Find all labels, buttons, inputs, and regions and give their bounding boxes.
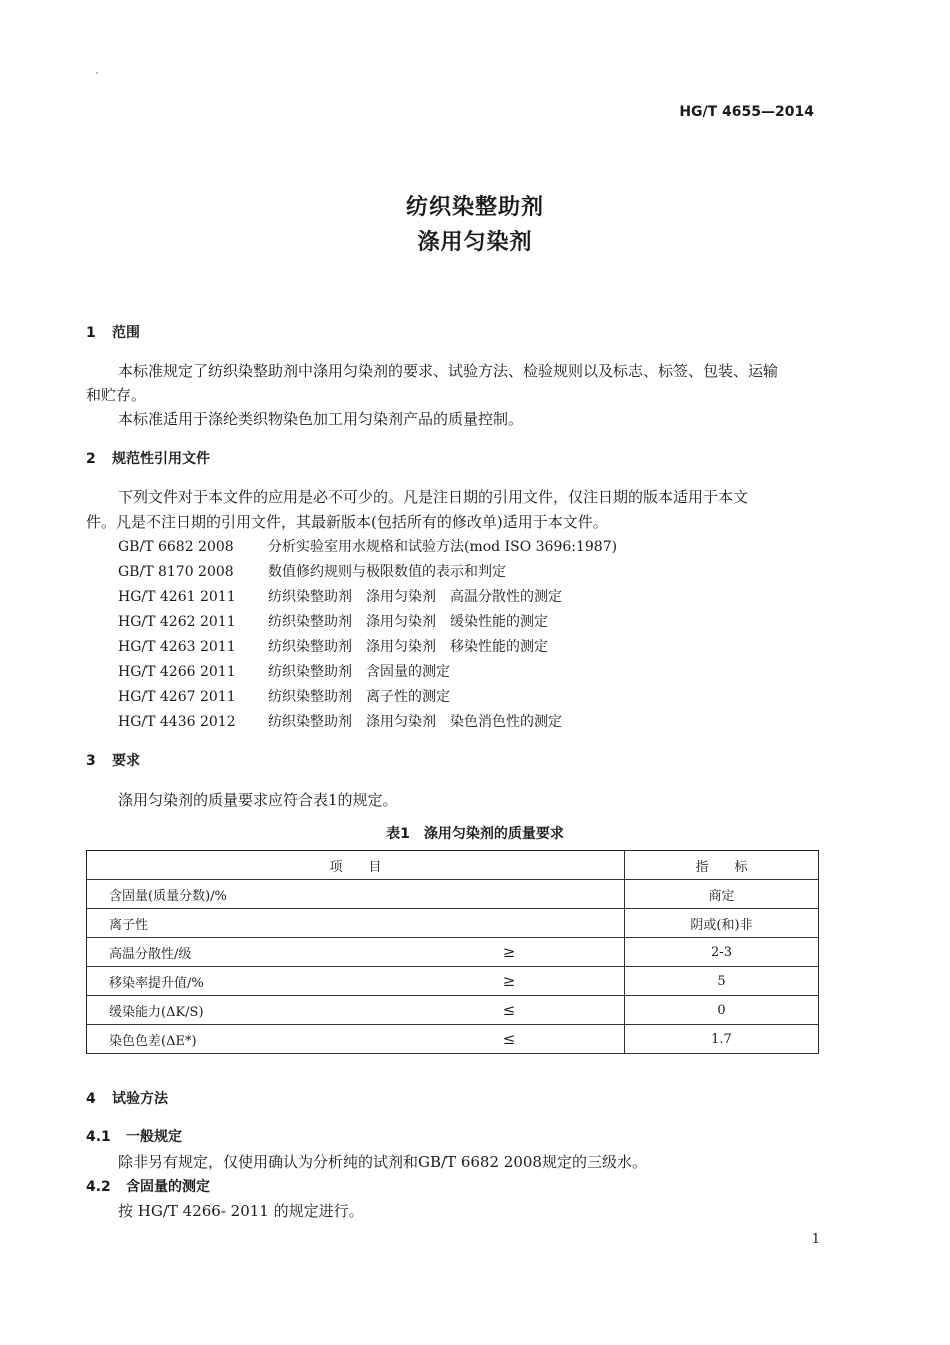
reference-item: [118, 686, 464, 706]
table-row: [87, 1025, 819, 1054]
section-2-paragraph-line-2: 件。凡是不注日期的引用文件，其最新版本(包括所有的修改单)适用于本文件。: [86, 513, 608, 531]
reference-item: [118, 536, 631, 556]
title-line-2: 涤用匀染剂: [417, 230, 533, 255]
section-4-1-heading: [86, 1126, 182, 1146]
reference-title-part: 纺织染整助剂: [268, 689, 352, 705]
reference-code: GB/T 6682 2008: [118, 539, 234, 555]
reference-title-part: 高温分散性的测定: [450, 589, 562, 605]
reference-title-part: 缓染性能的测定: [450, 614, 548, 630]
section-2-heading: [86, 448, 210, 468]
reference-code: HG/T 4436 2012: [118, 714, 236, 730]
title-line-1: 纺织染整助剂: [405, 195, 544, 220]
table-caption: 表1 涤用匀染剂的质量要求: [386, 826, 564, 842]
reference-code: HG/T 4266 2011: [118, 664, 236, 680]
reference-item: [118, 711, 576, 731]
table-row: [87, 909, 819, 938]
row-comparison-symbol: ≤: [394, 996, 625, 1025]
row-item-name: 染色色差(ΔE*): [87, 1025, 395, 1054]
section-4-2-heading: [86, 1176, 210, 1196]
reference-item: [118, 586, 576, 606]
row-comparison-symbol: ≤: [394, 1025, 625, 1054]
reference-title-part: 分析实验室用水规格和试验方法(mod ISO 3696:1987): [268, 539, 618, 555]
row-item-name: 缓染能力(ΔK/S): [87, 996, 395, 1025]
row-indicator-value: 2-3: [625, 938, 819, 967]
row-item-name: 移染率提升值/%: [87, 967, 395, 996]
reference-title-part: 涤用匀染剂: [366, 714, 436, 730]
reference-title-part: 含固量的测定: [366, 664, 450, 680]
section-number: 4.1: [86, 1129, 111, 1145]
reference-item: [118, 636, 562, 656]
reference-title-part: 离子性的测定: [366, 689, 450, 705]
section-3-paragraph: 涤用匀染剂的质量要求应符合表1的规定。: [118, 791, 398, 809]
row-item-name: 含固量(质量分数)/%: [87, 880, 395, 909]
reference-title-part: 移染性能的测定: [450, 639, 548, 655]
section-number: 3: [86, 753, 96, 769]
document-code: HG/T 4655—2014: [679, 104, 814, 120]
reference-item: [118, 611, 562, 631]
reference-title-part: 数值修约规则与极限数值的表示和判定: [268, 564, 506, 580]
section-number: 4.2: [86, 1179, 111, 1195]
section-number: 2: [86, 451, 96, 467]
table-row: [87, 967, 819, 996]
reference-code: HG/T 4262 2011: [118, 614, 236, 630]
reference-title-part: 涤用匀染剂: [366, 639, 436, 655]
reference-title-part: 涤用匀染剂: [366, 614, 436, 630]
table-row: [87, 938, 819, 967]
reference-code: HG/T 4267 2011: [118, 689, 236, 705]
section-3-heading: [86, 750, 140, 770]
row-indicator-value: 商定: [625, 880, 819, 909]
reference-item: [118, 661, 464, 681]
reference-title-part: 纺织染整助剂: [268, 639, 352, 655]
section-1-paragraph-1-line-2: 和贮存。: [86, 386, 147, 404]
section-2-paragraph-line-1: 下列文件对于本文件的应用是必不可少的。凡是注日期的引用文件，仅注日期的版本适用于本文: [118, 488, 749, 506]
reference-item: [118, 561, 520, 581]
section-4-1-paragraph: 除非另有规定，仅使用确认为分析纯的试剂和GB/T 6682 2008规定的三级水。: [118, 1153, 647, 1171]
reference-code: GB/T 8170 2008: [118, 564, 234, 580]
section-1-paragraph-2: 本标准适用于涤纶类织物染色加工用匀染剂产品的质量控制。: [118, 410, 524, 428]
reference-code: HG/T 4263 2011: [118, 639, 236, 655]
reference-title-part: 纺织染整助剂: [268, 714, 352, 730]
reference-title-part: 染色消色性的测定: [450, 714, 562, 730]
page-number: 1: [811, 1232, 820, 1247]
row-comparison-symbol: ≥: [394, 938, 625, 967]
row-item-name: 高温分散性/级: [87, 938, 395, 967]
row-indicator-value: 1.7: [625, 1025, 819, 1054]
header-item: 项 目: [87, 851, 625, 880]
section-4-2-paragraph: 按 HG/T 4266- 2011 的规定进行。: [118, 1202, 364, 1220]
header-indicator: 指 标: [625, 851, 819, 880]
section-title: 一般规定: [126, 1129, 182, 1145]
section-title: 试验方法: [112, 1091, 168, 1107]
quality-requirements-table: [86, 850, 819, 1054]
row-comparison-symbol: [394, 909, 625, 938]
section-1-heading: [86, 322, 140, 342]
section-title: 要求: [112, 753, 140, 769]
section-number: 1: [86, 325, 96, 341]
row-item-name: 离子性: [87, 909, 395, 938]
section-title: 规范性引用文件: [112, 451, 210, 467]
reference-title-part: 涤用匀染剂: [366, 589, 436, 605]
reference-title-part: 纺织染整助剂: [268, 589, 352, 605]
reference-title-part: 纺织染整助剂: [268, 614, 352, 630]
table-header-row: [87, 851, 819, 880]
section-title: 范围: [112, 325, 140, 341]
reference-title-part: 纺织染整助剂: [268, 664, 352, 680]
section-title: 含固量的测定: [126, 1179, 210, 1195]
reference-code: HG/T 4261 2011: [118, 589, 236, 605]
row-indicator-value: 5: [625, 967, 819, 996]
row-comparison-symbol: [394, 880, 625, 909]
table-row: [87, 996, 819, 1025]
scan-speck: [96, 72, 98, 74]
row-indicator-value: 0: [625, 996, 819, 1025]
row-comparison-symbol: ≥: [394, 967, 625, 996]
section-1-paragraph-1-line-1: 本标准规定了纺织染整助剂中涤用匀染剂的要求、试验方法、检验规则以及标志、标签、包装、运输: [118, 362, 779, 380]
section-4-heading: [86, 1088, 168, 1108]
section-number: 4: [86, 1091, 96, 1107]
row-indicator-value: 阴或(和)非: [625, 909, 819, 938]
table-row: [87, 880, 819, 909]
